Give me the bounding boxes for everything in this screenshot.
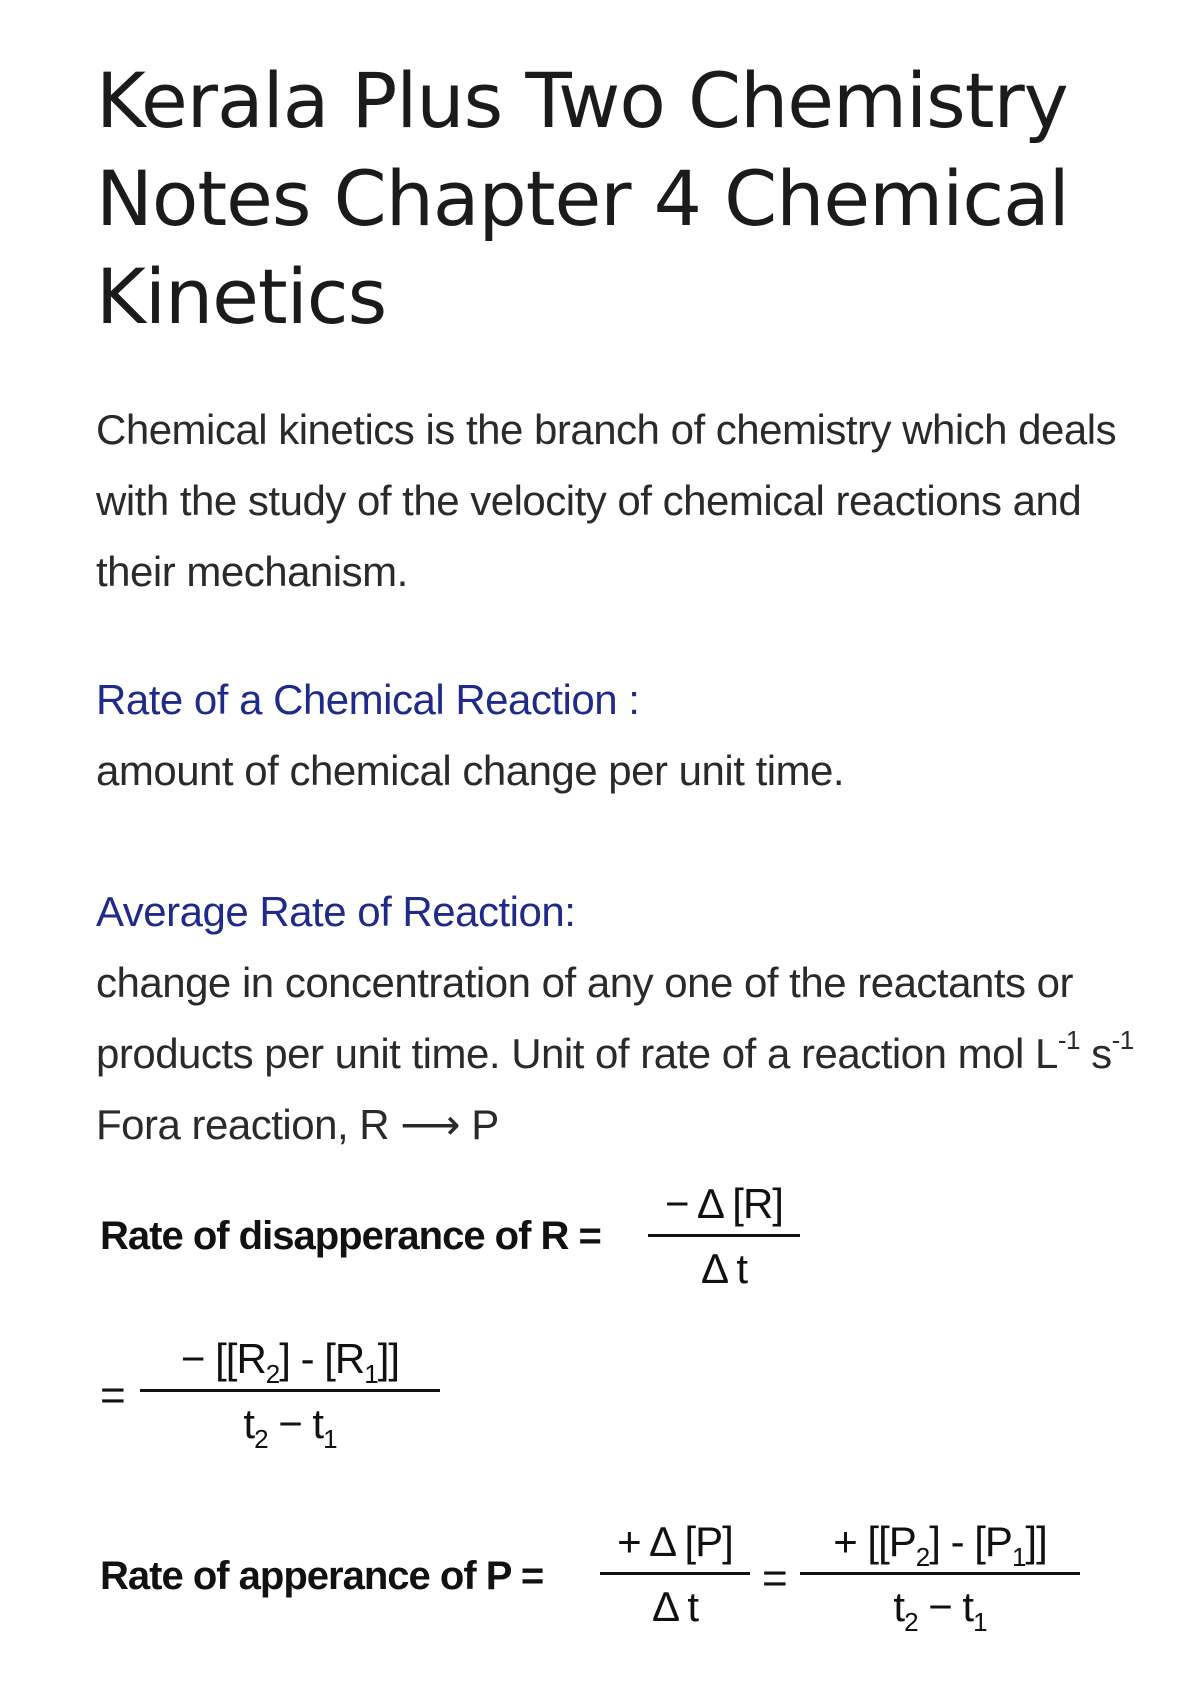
denominator-t: t [243,1400,255,1447]
unit-exponent-s: -1 [1111,1025,1134,1055]
fraction-bar [648,1234,800,1237]
numerator-middle: ] - [R [279,1335,365,1382]
formula-appearance-fraction [600,1518,750,1631]
formula-appearance-label: Rate of apperance of P = [100,1554,544,1598]
equals-sign: = [100,1371,125,1420]
numerator-start: − [[R [180,1335,266,1382]
fraction-bar [800,1572,1080,1575]
fraction-denominator: Δ t [651,1583,699,1630]
numerator-middle: ] - [P [929,1518,1012,1565]
fraction-bar [140,1389,440,1392]
unit-s: s [1091,1030,1112,1077]
page-title: Kerala Plus Two Chemistry Notes Chapter 4 Chemical Kinetics [96,56,1069,341]
average-rate-text: change in concentration of any one of the reactants or products per unit time. Unit of rate of a reaction [96,959,1074,1077]
reaction-text: Fora reaction, R [96,1101,390,1148]
numerator-end: ]] [1025,1518,1047,1565]
rate-heading: Rate of a Chemical Reaction : [96,676,640,723]
subscript: 2 [265,1359,280,1389]
formula-product-fraction [800,1518,1080,1637]
subscript: 1 [364,1359,378,1389]
fraction-bar [600,1572,750,1575]
subscript: 2 [904,1607,918,1637]
formula-disappearance [100,1180,820,1310]
formula-disappearance-fraction [648,1180,800,1293]
reaction-product: P [471,1101,499,1148]
formula-disappearance-label: Rate of disapperance of R = [100,1214,601,1258]
fraction-numerator: − Δ [R] [665,1180,783,1227]
article [96,52,1136,1160]
equals-sign: = [762,1554,787,1603]
average-rate-definition [96,947,1136,1160]
fraction-denominator [800,1583,1080,1637]
denominator-minus: − t [267,1400,324,1447]
numerator-start: + [[P [833,1518,916,1565]
intro-paragraph: Chemical kinetics is the branch of chemistry which deals with the study of the velocity of chemical reactions and their mechanism. [96,406,1117,595]
denominator-t: t [893,1583,905,1630]
formula-difference-reactant [100,1335,460,1465]
subscript: 1 [973,1607,987,1637]
subscript: 1 [323,1424,337,1454]
unit-exponent-l: -1 [1057,1025,1080,1055]
unit-mol-l: mol L [957,1030,1058,1077]
subscript: 2 [915,1542,930,1572]
formula-appearance [100,1518,1100,1658]
fraction-numerator: + Δ [P] [617,1518,733,1565]
average-rate-heading: Average Rate of Reaction: [96,888,576,935]
fraction-numerator [140,1335,440,1389]
rate-definition: amount of chemical change per unit time. [96,747,845,794]
fraction-denominator: Δ t [700,1245,748,1292]
fraction-numerator [800,1518,1080,1572]
numerator-end: ]] [377,1335,400,1382]
subscript: 1 [1011,1542,1026,1572]
denominator-minus: − t [917,1583,974,1630]
formula-reactant-fraction [140,1335,440,1454]
subscript: 2 [254,1424,268,1454]
fraction-denominator [140,1400,440,1454]
reaction-arrow: ⟶ [400,1100,461,1149]
